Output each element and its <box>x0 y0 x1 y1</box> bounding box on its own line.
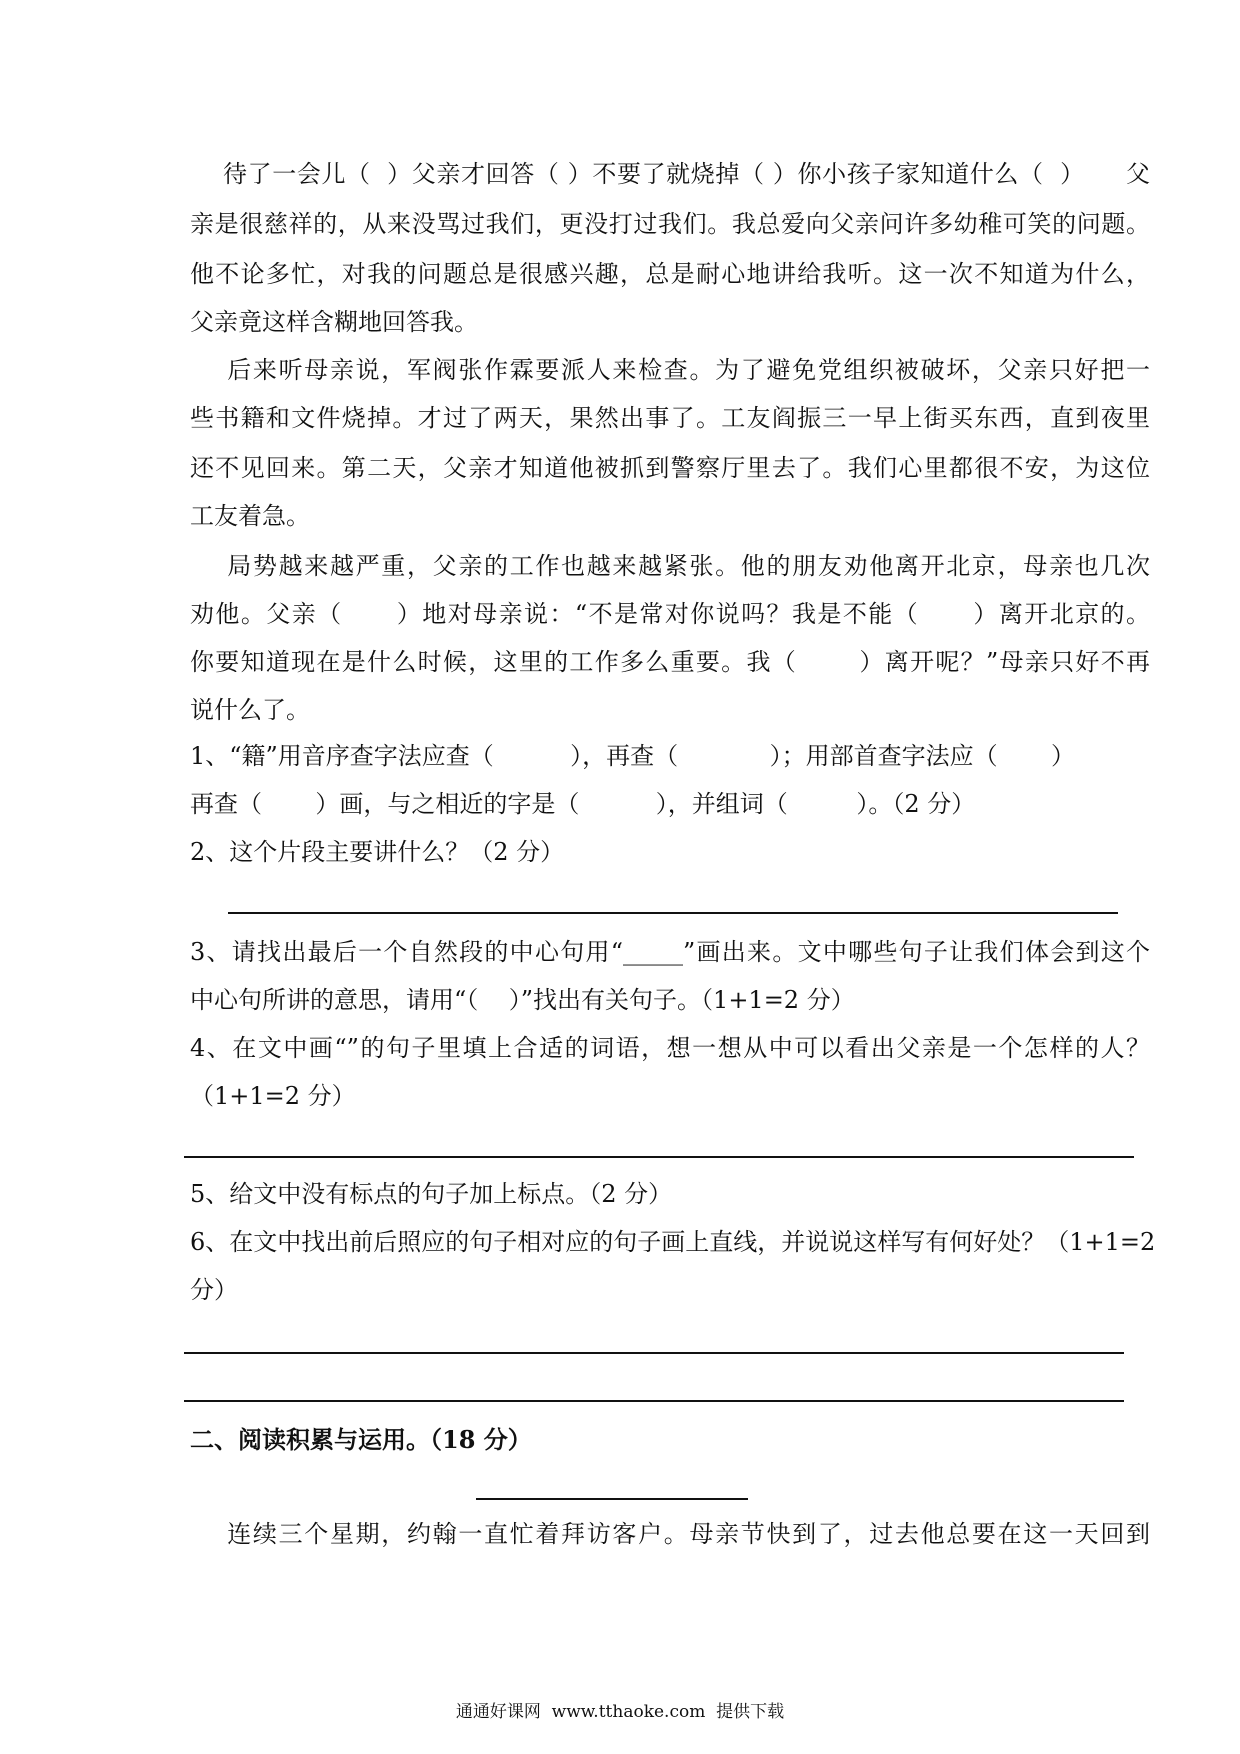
answer-line-q4 <box>184 1156 1134 1158</box>
question-4-line-1: 4、在文中画“”的句子里填上合适的词语，想一想从中可以看出父亲是一个怎样的人？ <box>190 1034 1150 1062</box>
passage-line-9: 局势越来越严重，父亲的工作也越来越紧张。他的朋友劝他离开北京，母亲也几次 <box>190 552 1150 580</box>
next-passage-line: 连续三个星期，约翰一直忙着拜访客户。母亲节快到了，过去他总要在这一天回到 <box>190 1520 1150 1548</box>
section-heading: 二、阅读积累与运用。（18 分） <box>190 1425 532 1454</box>
passage-line-5: 后来听母亲说，军阀张作霖要派人来检查。为了避免党组织被破坏，父亲只好把一 <box>190 356 1150 384</box>
question-3-line-2: 中心句所讲的意思，请用“（ ）”找出有关句子。（1+1=2 分） <box>190 986 855 1014</box>
passage-line-8: 工友着急。 <box>190 502 310 530</box>
passage-line-6: 些书籍和文件烧掉。才过了两天，果然出事了。工友阎振三一早上街买东西，直到夜里 <box>190 404 1150 432</box>
passage-line-2: 亲是很慈祥的，从来没骂过我们，更没打过我们。我总爱向父亲问许多幼稚可笑的问题。 <box>190 210 1150 238</box>
passage-line-7: 还不见回来。第二天，父亲才知道他被抓到警察厅里去了。我们心里都很不安，为这位 <box>190 454 1150 482</box>
question-6-line-2: 分） <box>190 1276 238 1304</box>
passage-line-12: 说什么了。 <box>190 696 310 724</box>
question-1-line-2: 再查（ ）画，与之相近的字是（ ），并组词（ ）。（2 分） <box>190 790 976 818</box>
passage-line-1: 待了一会儿（ ）父亲才回答（ ）不要了就烧掉（ ）你小孩子家知道什么（ ） 父 <box>190 160 1150 188</box>
passage-line-10: 劝他。父亲（ ）地对母亲说：“不是常对你说吗？我是不能（ ）离开北京的。 <box>190 600 1150 628</box>
question-2: 2、这个片段主要讲什么？（2 分） <box>190 838 565 866</box>
footer-credit: 通通好课网 www.tthaoke.com 提供下载 <box>455 1702 785 1722</box>
question-1-line-1: 1、“籍”用音序查字法应查（ ），再查（ ）；用部首查字法应（ ） <box>190 742 1076 770</box>
answer-line-q2 <box>228 912 1118 914</box>
passage-line-3: 他不论多忙，对我的问题总是很感兴趣，总是耐心地讲给我听。这一次不知道为什么， <box>190 260 1150 288</box>
answer-line-q6-1 <box>184 1352 1124 1354</box>
question-4-line-2: （1+1=2 分） <box>190 1082 356 1110</box>
answer-line-q6-2 <box>184 1400 1124 1402</box>
question-3-line-1: 3、请找出最后一个自然段的中心句用“_____”画出来。文中哪些句子让我们体会到这个 <box>190 938 1150 966</box>
passage-line-4: 父亲竟这样含糊地回答我。 <box>190 308 478 336</box>
passage-line-11: 你要知道现在是什么时候，这里的工作多么重要。我（ ）离开呢？”母亲只好不再 <box>190 648 1150 676</box>
question-5: 5、给文中没有标点的句子加上标点。（2 分） <box>190 1180 673 1208</box>
title-blank-line <box>476 1498 748 1500</box>
question-6-line-1: 6、在文中找出前后照应的句子相对应的句子画上直线，并说说这样写有何好处？（1+1=2 <box>190 1228 1156 1256</box>
